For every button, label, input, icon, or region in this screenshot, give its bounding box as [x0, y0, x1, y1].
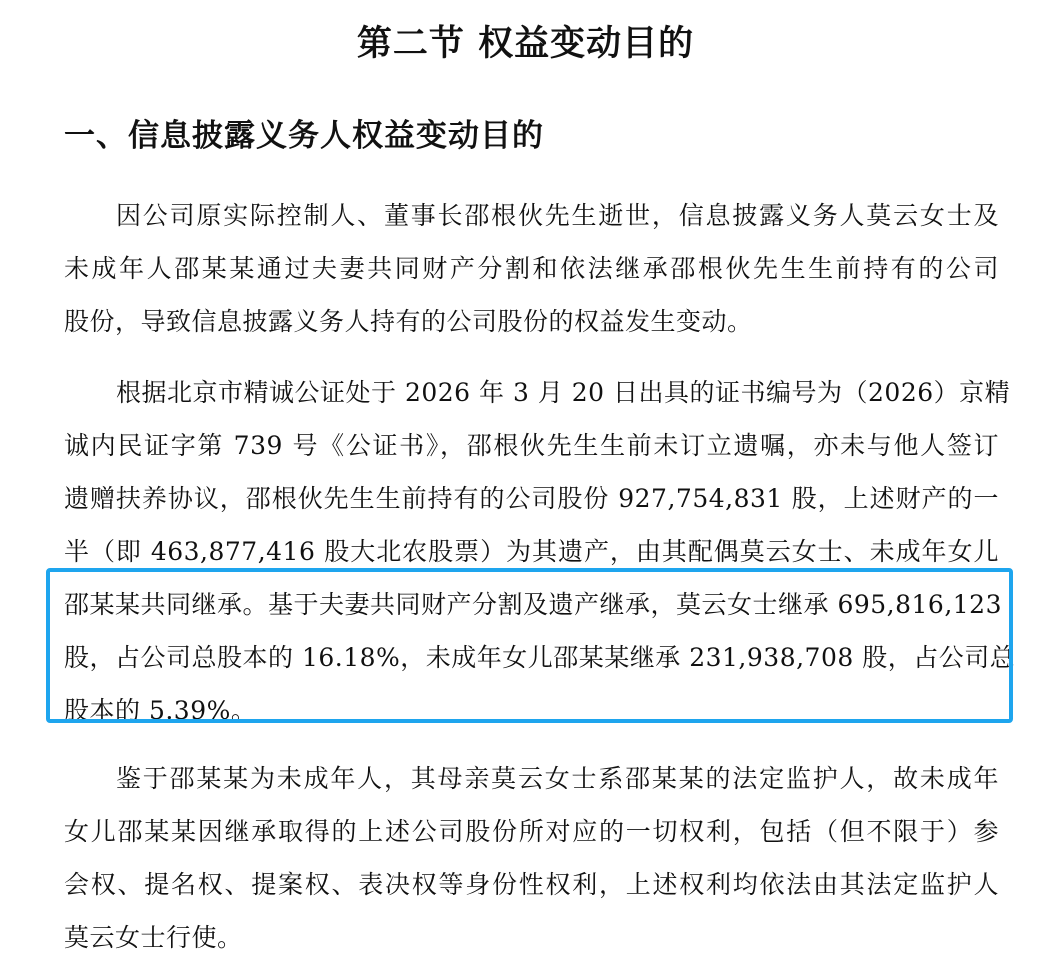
paragraph-line: 根据北京市精诚公证处于 2026 年 3 月 20 日出具的证书编号为（2026）京精 [116, 378, 1011, 407]
paragraph-line: 未成年人邵某某通过夫妻共同财产分割和依法继承邵根伙先生生前持有的公司 [64, 254, 999, 283]
paragraph-line: 女儿邵某某因继承取得的上述公司股份所对应的一切权利，包括（但不限于）参 [64, 817, 999, 846]
paragraph-notarization [64, 366, 1016, 737]
paragraph-line: 因公司原实际控制人、董事长邵根伙先生逝世，信息披露义务人莫云女士及 [116, 201, 999, 230]
paragraph-line: 诚内民证字第 739 号《公证书》，邵根伙先生生前未订立遗嘱，亦未与他人签订 [64, 431, 999, 460]
paragraph-line: 鉴于邵某某为未成年人，其母亲莫云女士系邵某某的法定监护人，故未成年 [116, 764, 999, 793]
paragraph-line: 会权、提名权、提案权、表决权等身份性权利，上述权利均依法由其法定监护人 [64, 870, 999, 899]
paragraph-line: 半（即 463,877,416 股大北农股票）为其遗产，由其配偶莫云女士、未成年女儿 [64, 537, 999, 566]
paragraph-line-highlighted: 邵某某共同继承。基于夫妻共同财产分割及遗产继承，莫云女士继承 695,816,123 [64, 590, 1002, 619]
paragraph-line: 莫云女士行使。 [64, 923, 243, 952]
section-title: 第二节 权益变动目的 [356, 24, 695, 64]
paragraph-line: 遗赠扶养协议，邵根伙先生生前持有的公司股份 927,754,831 股，上述财产的一 [64, 484, 999, 513]
paragraph-line-highlighted: 股本的 5.39%。 [64, 696, 257, 725]
paragraph-line: 股份，导致信息披露义务人持有的公司股份的权益发生变动。 [64, 307, 753, 336]
paragraph-line-highlighted: 股，占公司总股本的 16.18%，未成年女儿邵某某继承 231,938,708 股，占公司总 [64, 643, 1016, 672]
paragraph-guardianship [64, 752, 999, 964]
subsection-title: 一、信息披露义务人权益变动目的 [64, 118, 544, 154]
paragraph-purpose [64, 189, 999, 348]
